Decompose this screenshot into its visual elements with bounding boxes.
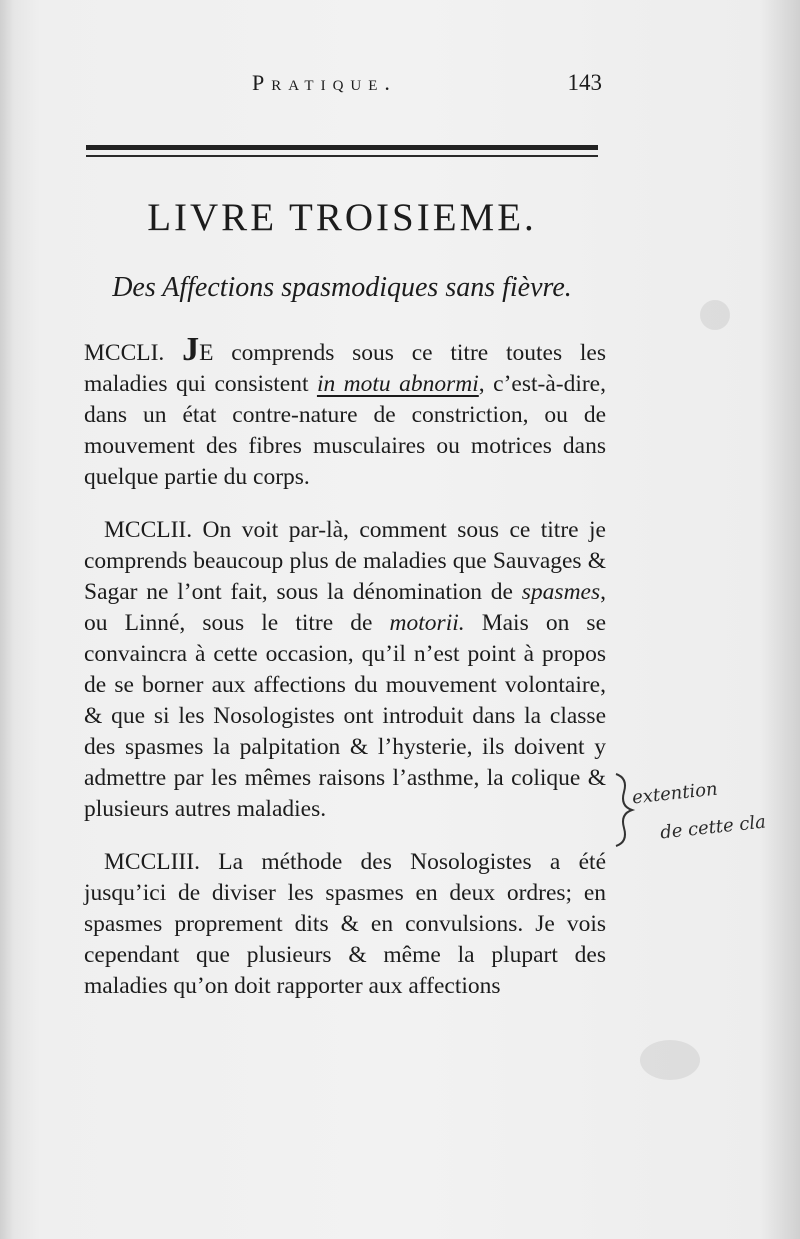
paragraph-number: MCCLI.: [84, 340, 165, 366]
paragraph-number: MCCLIII.: [104, 849, 200, 875]
drop-cap: J: [182, 331, 200, 368]
margin-note: extention: [631, 778, 719, 809]
book-subtitle: Des Affections spasmodiques sans fièvre.: [112, 272, 572, 303]
paragraph-text: , ou Linné, sous le titre de: [84, 579, 606, 636]
handwritten-brace: [610, 770, 640, 850]
page-number: 143: [567, 70, 602, 95]
header-rule-thick: [86, 145, 598, 150]
running-head: [82, 70, 602, 104]
book-title: LIVRE TROISIEME.: [147, 196, 537, 239]
paragraph-number: MCCLII.: [104, 517, 193, 543]
paragraph-text: On voit par-là, comment sous ce titre je comprends beaucoup plus de maladies que Sauvages & Sagar ne l’ont fait, sous la dénomination de: [84, 517, 606, 605]
paragraph-text: , c’est-à-dire, dans un état contre-nature de constriction, ou de mouvement des fibres musculaires ou motrices dans quelque partie du corps.: [84, 371, 606, 490]
paper-stain: [640, 1040, 700, 1080]
paragraph-mcclii: [84, 515, 606, 825]
paragraph-text: La méthode des Nosologistes a été jusqu’ici de diviser les spasmes en deux ordres; en spasmes proprement dits & en convulsions. Je vois cependant que plusieurs & même la plupart des maladies qu’on doit rapporter aux affections: [84, 849, 606, 999]
header-rule-thin: [86, 155, 598, 157]
paragraph-mccliii: [84, 847, 606, 1002]
margin-note: de cette cla: [659, 811, 767, 844]
paper-stain: [700, 300, 730, 330]
paragraph-text: E comprends sous ce titre toutes les maladies qui consistent: [84, 340, 607, 397]
paragraph-mccli: [84, 331, 607, 493]
running-title: Pratique.: [252, 70, 397, 95]
body-text: [84, 331, 607, 1024]
paragraph-text: Mais on se convaincra à cette occasion, qu’il n’est point à propos de se borner aux affections du mouvement volontaire, & que si les Nosologistes ont introduit dans la classe des spasmes la palpitation & l’hysterie, ils doivent y admettre par les mêmes raisons l’asthme, la colique & plusieurs autres maladies.: [84, 610, 607, 822]
italic-term: motorii.: [389, 610, 465, 636]
italic-term: spasmes: [521, 579, 601, 605]
latin-phrase: in motu abnormi: [316, 371, 479, 397]
